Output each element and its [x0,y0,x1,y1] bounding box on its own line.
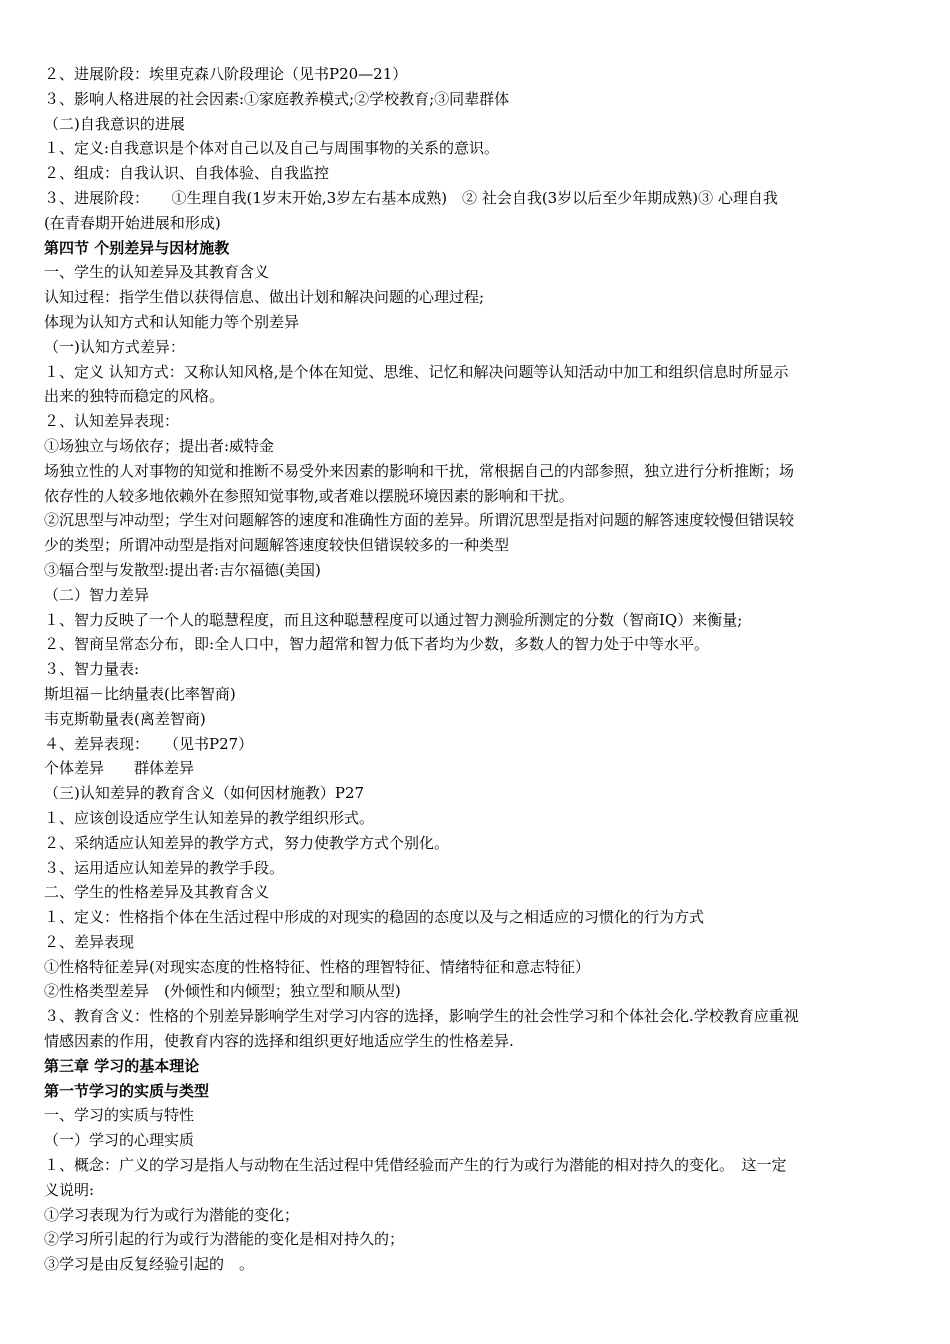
document-page [44,62,894,1277]
text-line: ②沉思型与冲动型；学生对问题解答的速度和准确性方面的差异。所谓沉思型是指对问题的解答速度较慢但错误较 [44,511,795,530]
text-line: ２、智商呈常态分布，即:全人口中，智力超常和智力低下者均为少数，多数人的智力处于中等水平。 [44,635,710,654]
text-line: １、应该创设适应学生认知差异的教学组织形式。 [44,808,375,827]
text-line: 二、学生的性格差异及其教育含义 [44,883,270,902]
text-line: ３、教育含义：性格的个别差异影响学生对学习内容的选择，影响学生的社会性学习和个体社会化.学校教育应重视 [44,1007,799,1026]
text-line: １、定义：性格指个体在生活过程中形成的对现实的稳固的态度以及与之相适应的习惯化的行为方式 [44,908,705,927]
text-line: 依存性的人较多地依赖外在参照知觉事物,或者难以摆脱环境因素的影响和干扰。 [44,486,574,505]
text-line: 少的类型；所谓冲动型是指对问题解答速度较快但错误较多的一种类型 [44,536,510,555]
text-line: 个体差异 群体差异 [44,759,195,778]
text-line: ２、组成：自我认识、自我体验、自我监控 [44,164,330,183]
text-line: １、定义 认知方式：又称认知风格,是个体在知觉、思维、记忆和解决问题等认知活动中加工和组织信息时所显示 [44,362,789,381]
text-line: 斯坦福－比纳量表(比率智商) [44,684,236,703]
text-line: 出来的独特而稳定的风格。 [44,387,225,406]
text-line: ①学习表现为行为或行为潜能的变化； [44,1205,300,1224]
text-line: １、概念：广义的学习是指人与动物在生活过程中凭借经验而产生的行为或行为潜能的相对持久的变化。 这一定 [44,1156,787,1175]
text-line: ３、影响人格进展的社会因素:①家庭教养模式;②学校教育;③同辈群体 [44,89,510,108]
text-line: ２、采纳适应认知差异的教学方式，努力使教学方式个别化。 [44,833,450,852]
section-heading: 第四节 个别差异与因材施教 [44,238,230,257]
text-line: ②学习所引起的行为或行为潜能的变化是相对持久的； [44,1230,405,1249]
text-line: ３、进展阶段： ①生理自我(1岁末开始,3岁左右基本成熟) ② 社会自我(3岁以后至少年期成熟)③ 心理自我 [44,188,778,207]
text-line: ２、差异表现 [44,932,135,951]
text-line: （一)认知方式差异： [44,337,185,356]
text-line: ４、差异表现： （见书P27） [44,734,254,753]
text-line: ３、运用适应认知差异的教学手段。 [44,858,285,877]
text-line: （二）智力差异 [44,585,150,604]
text-line: 一、学习的实质与特性 [44,1106,195,1125]
text-line: ③学习是由反复经验引起的 。 [44,1255,255,1274]
text-line: （一）学习的心理实质 [44,1131,195,1150]
text-line: ①性格特征差异(对现实态度的性格特征、性格的理智特征、情绪特征和意志特征） [44,957,590,976]
text-line: 一、学生的认知差异及其教育含义 [44,263,270,282]
text-line: 体现为认知方式和认知能力等个别差异 [44,312,300,331]
text-line: ３、智力量表: [44,660,140,679]
text-line: (在青春期开始进展和形成) [44,213,221,232]
text-line: ２、进展阶段：埃里克森八阶段理论（见书P20—21） [44,65,408,83]
text-line: １、智力反映了一个人的聪慧程度，而且这种聪慧程度可以通过智力测验所测定的分数（智商IQ）来衡量; [44,610,743,629]
text-line: １、定义:自我意识是个体对自己以及自己与周围事物的关系的意识。 [44,139,500,158]
text-line: ③辐合型与发散型:提出者:吉尔福德(美国) [44,560,321,579]
text-line: （二)自我意识的进展 [44,114,185,133]
text-line: 韦克斯勒量表(离差智商) [44,709,206,728]
section-heading: 第一节学习的实质与类型 [44,1081,210,1100]
text-line: 场独立性的人对事物的知觉和推断不易受外来因素的影响和干扰，常根据自己的内部参照，独立进行分析推断；场 [44,461,795,480]
text-line: （三)认知差异的教育含义（如何因材施教）P27 [44,784,365,803]
text-line: ２、认知差异表现： [44,412,180,431]
text-line: 情感因素的作用，使教育内容的选择和组织更好地适应学生的性格差异. [44,1032,514,1051]
text-line: 义说明: [44,1180,95,1199]
section-heading: 第三章 学习的基本理论 [44,1056,200,1075]
text-line: ①场独立与场依存；提出者:威特金 [44,436,275,455]
text-line: 认知过程：指学生借以获得信息、做出计划和解决问题的心理过程; [44,288,485,307]
text-line: ②性格类型差异 (外倾性和内倾型；独立型和顺从型) [44,982,401,1001]
